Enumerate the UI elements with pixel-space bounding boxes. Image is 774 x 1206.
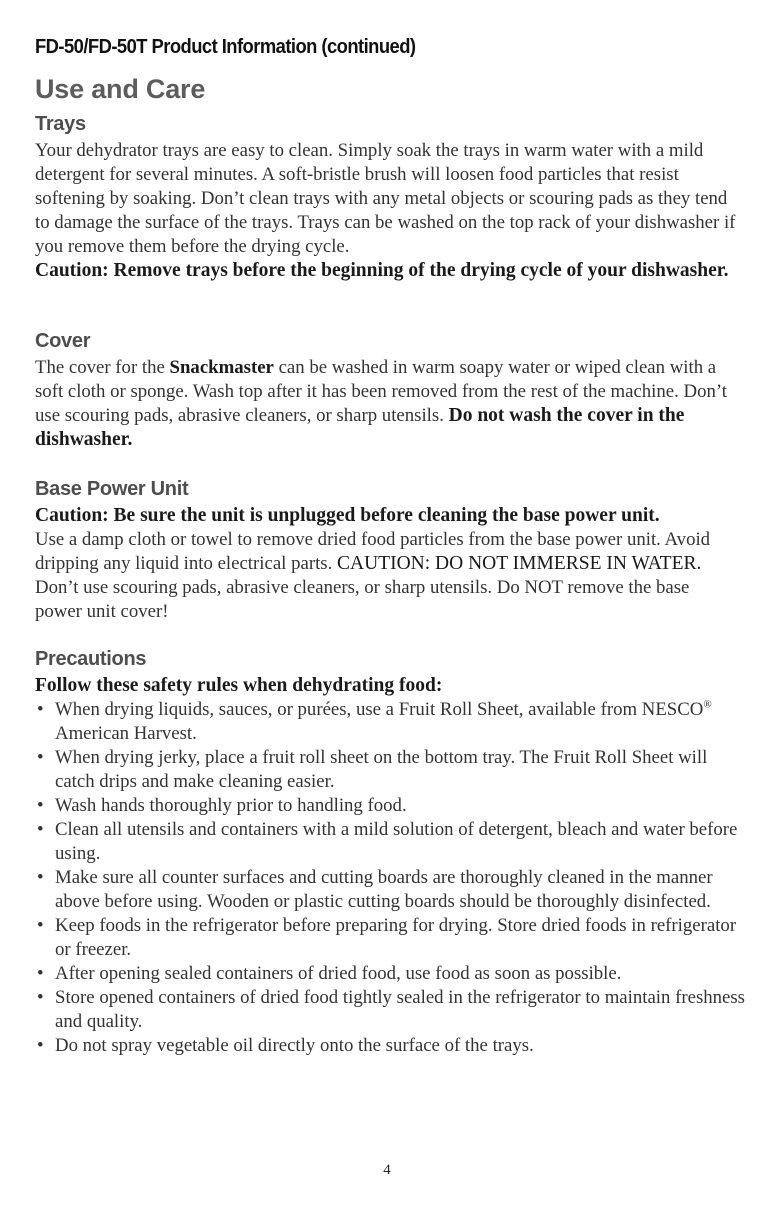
base-warning: CAUTION: DO NOT IMMERSE IN WATER. xyxy=(337,553,702,574)
trays-paragraph xyxy=(35,139,741,283)
cover-body-1: The cover for the xyxy=(35,357,165,378)
precautions-lead: Follow these safety rules when dehydrating food: xyxy=(35,675,443,696)
precautions-list xyxy=(35,698,745,1058)
base-heading: Base Power Unit xyxy=(35,478,189,500)
section-title: Use and Care xyxy=(35,74,206,104)
list-item: • Do not spray vegetable oil directly onto the surface of the trays. xyxy=(37,1035,534,1056)
list-item: • Wash hands thoroughly prior to handling food. xyxy=(37,795,407,816)
list-item: • Make sure all counter surfaces and cutting boards are thoroughly cleaned in the manner above before using. Wooden or plastic cutting boards should be thoroughly disinfected. xyxy=(37,867,713,912)
list-item: • When drying jerky, place a fruit roll sheet on the bottom tray. The Fruit Roll Sheet will catch drips and make cleaning easier. xyxy=(37,747,708,792)
base-body-2: Don’t use scouring pads, abrasive cleaners, or sharp utensils. Do NOT remove the base power unit cover! xyxy=(35,577,690,622)
cover-warning: Do not wash the cover in the dishwasher. xyxy=(35,405,685,450)
list-item: • Store opened containers of dried food tightly sealed in the refrigerator to maintain freshness and quality. xyxy=(37,987,745,1032)
cover-body-2: can be washed in warm soapy water or wiped clean with a soft cloth or sponge. Wash top after it has been removed from the rest of the machine. Don’t use scouring pads, abrasive cleaners, or sharp utensils. xyxy=(35,357,727,426)
trays-body: Your dehydrator trays are easy to clean. Simply soak the trays in warm water with a mild detergent for several minutes. A soft-bristle brush will loosen food particles that resist softening by soaking. Don’t clean trays with any metal objects or scouring pads as they tend to damage the surface of the trays. Trays can be washed on the top rack of your dishwasher if you remove them before the drying cycle. xyxy=(35,140,736,257)
cover-brand: Snackmaster xyxy=(169,357,274,378)
base-body-1: Use a damp cloth or towel to remove dried food particles from the base power unit. Avoid dripping any liquid into electrical parts. xyxy=(35,529,711,574)
base-paragraph xyxy=(35,504,741,624)
bullet: • xyxy=(37,699,44,720)
trays-heading: Trays xyxy=(35,113,86,135)
base-caution: Caution: Be sure the unit is unplugged before cleaning the base power unit. xyxy=(35,505,660,526)
cover-heading: Cover xyxy=(35,330,91,352)
list-item: • Keep foods in the refrigerator before preparing for drying. Store dried foods in refrigerator or freezer. xyxy=(37,915,737,960)
trays-caution: Caution: Remove trays before the beginning of the drying cycle of your dishwasher. xyxy=(35,260,729,281)
list-item: • When drying liquids, sauces, or purées, use a Fruit Roll Sheet, available from NESCO® American Harvest. xyxy=(37,698,712,744)
page-header: FD-50/FD-50T Product Information (continued) xyxy=(35,36,416,58)
precautions-heading: Precautions xyxy=(35,648,147,670)
cover-paragraph xyxy=(35,356,741,452)
list-item: • Clean all utensils and containers with a mild solution of detergent, bleach and water before using. xyxy=(37,819,738,864)
registered-mark: ® xyxy=(703,698,712,711)
page-number: 4 xyxy=(383,1162,391,1178)
list-item: • After opening sealed containers of dried food, use food as soon as possible. xyxy=(37,963,622,984)
